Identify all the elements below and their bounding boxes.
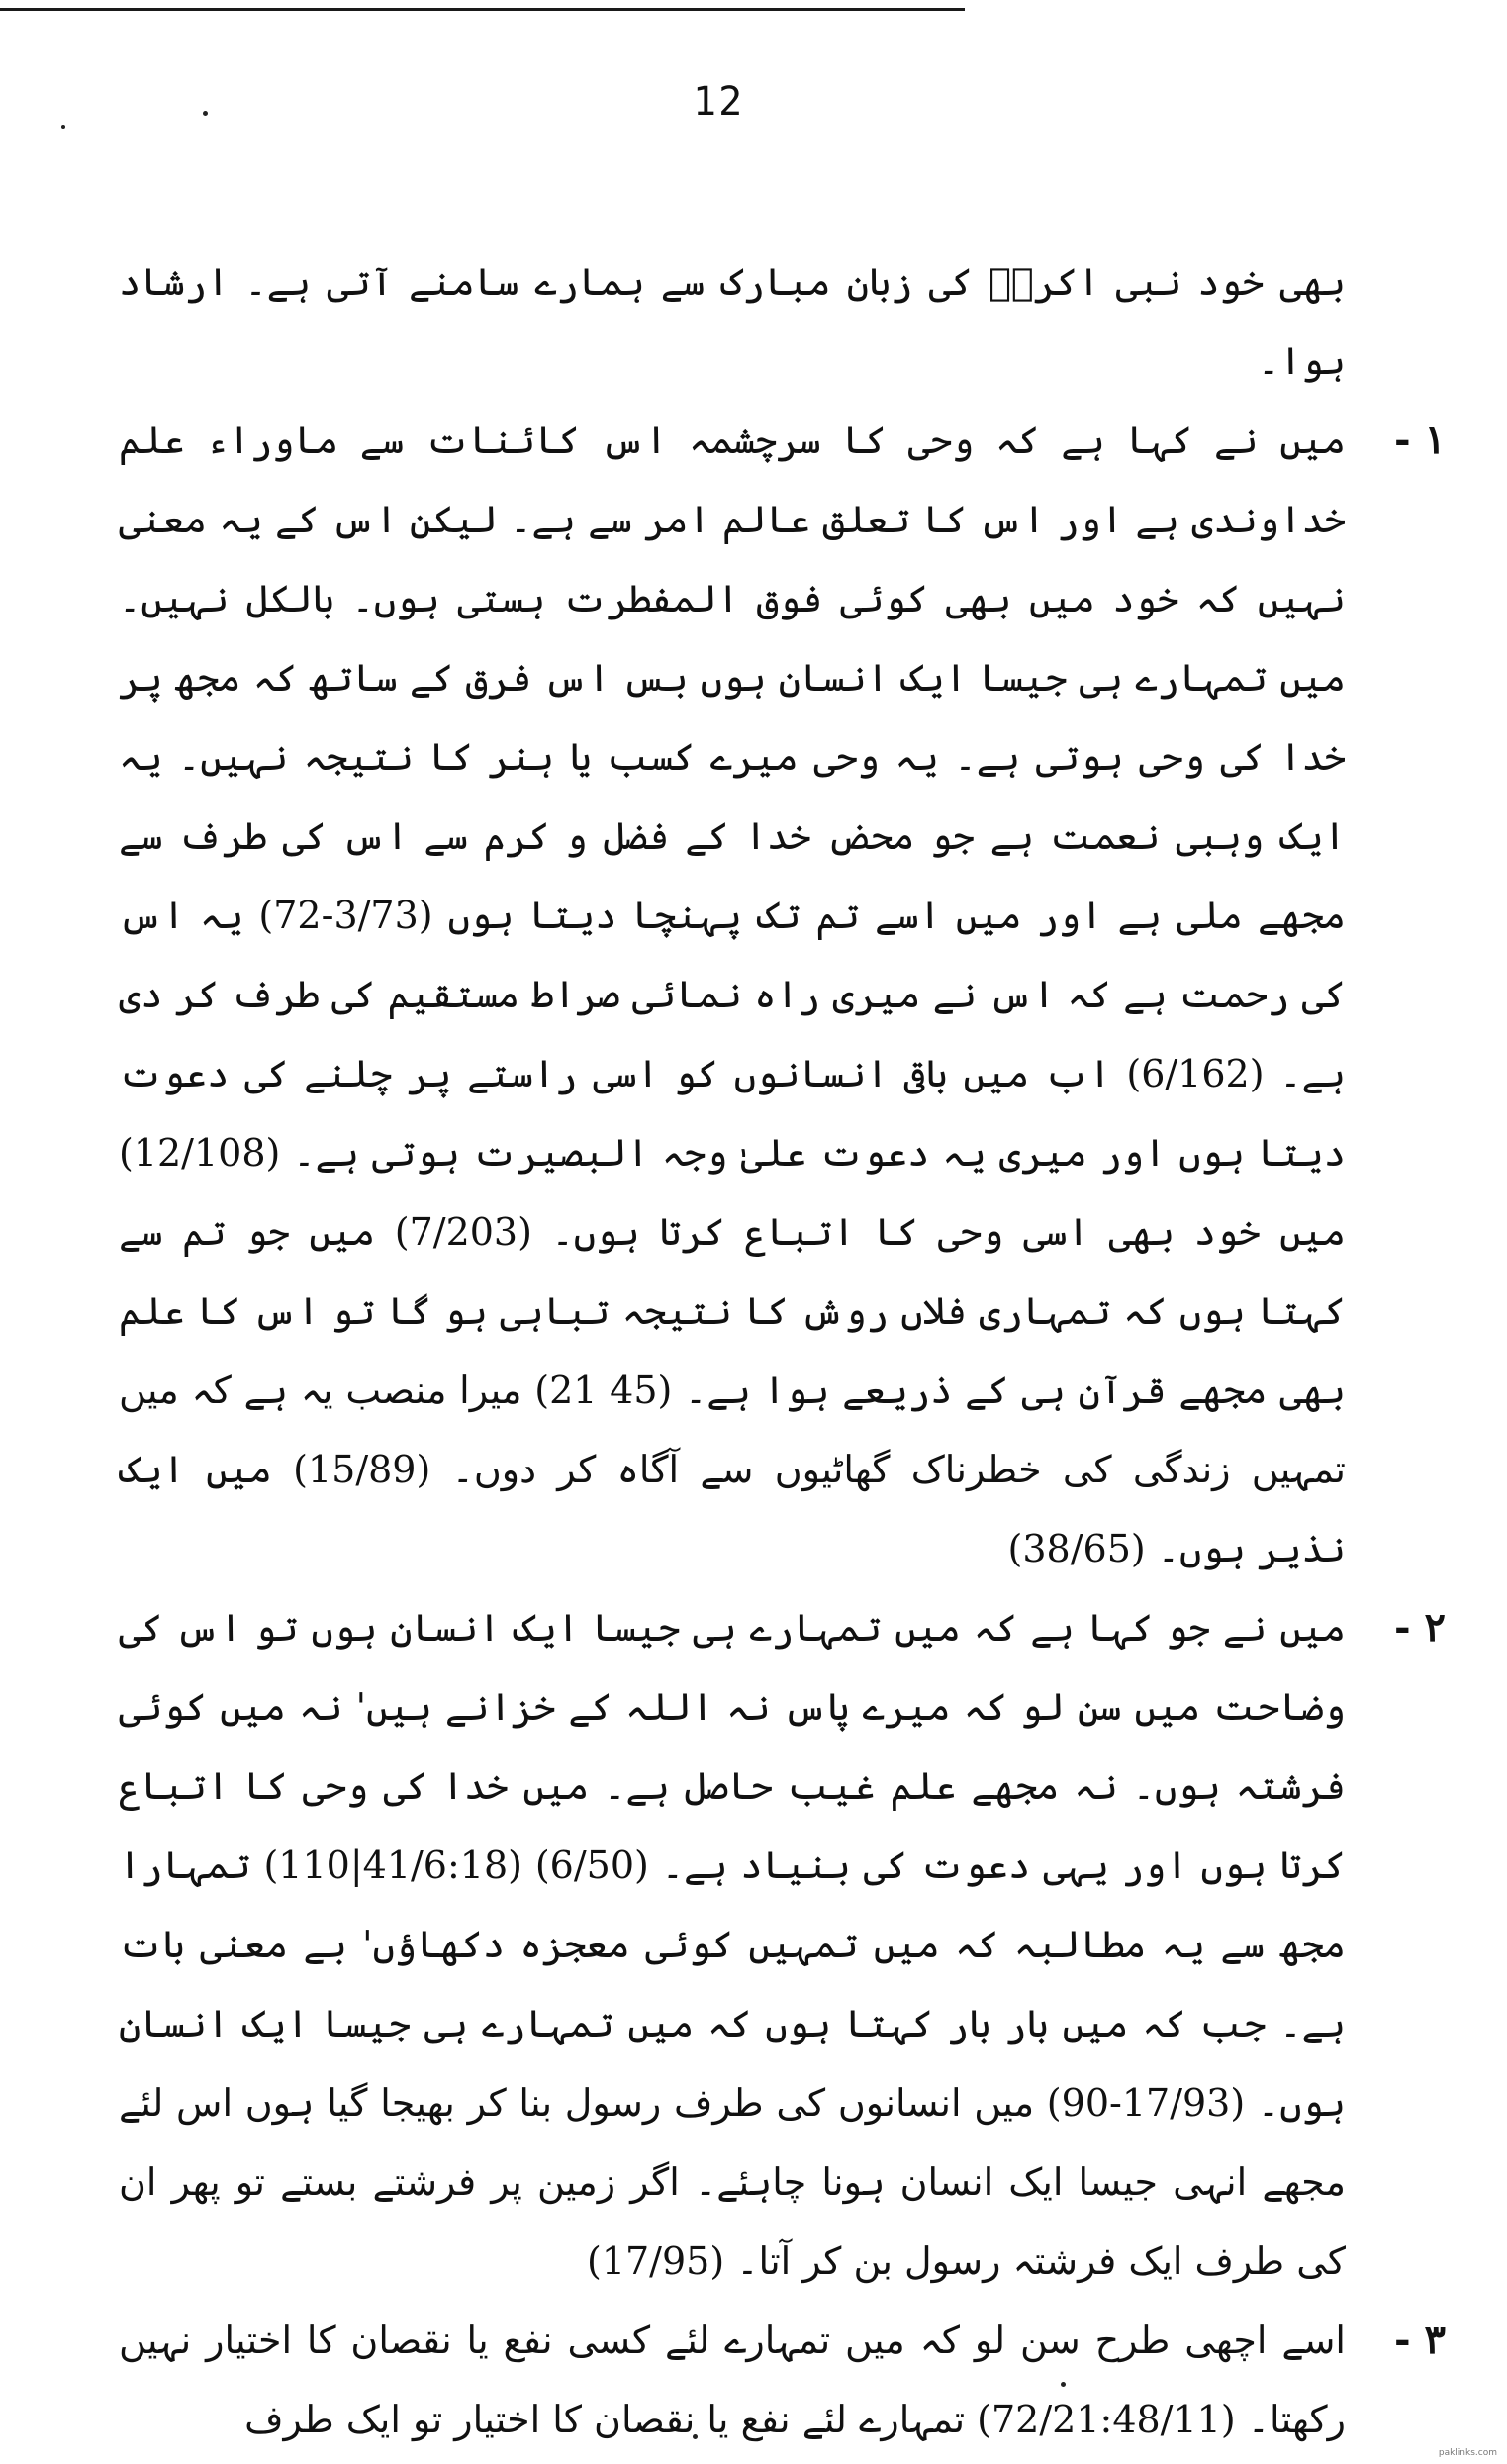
numbered-item <box>119 401 1446 1588</box>
item-paragraph: میں نے کہا ہے کہ وحی کا سرچشمہ اس کائنات سے ماوراء علم خداوندی ہے اور اس کا تعلق عالم امر سے ہے۔ لیکن اس کے یہ معنی نہیں کہ خود میں بھی کوئی فوق المفطرت ہستی ہوں۔ بالکل نہیں۔ میں تمہارے ہی جیسا ایک انسان ہوں بس اس فرق کے ساتھ کہ مجھ پر خدا کی وحی ہوتی ہے۔ یہ وحی میرے کسب یا ہنر کا نتیجہ نہیں۔ یہ ایک وہبی نعمت ہے جو محض خدا کے فضل و کرم سے اس کی طرف سے مجھے ملی ہے اور میں اسے تم تک پہنچا دیتا ہوں (3/73-72) یہ اس کی رحمت ہے کہ اس نے میری راہ نمائی صراط مستقیم کی طرف کر دی ہے۔ (6/162) اب میں باقی انسانوں کو اسی راستے پر چلنے کی دعوت دیتا ہوں اور میری یہ دعوت علیٰ وجہ البصیرت ہوتی ہے۔ (12/108) میں خود بھی اسی وحی کا اتباع کرتا ہوں۔ (7/203) میں جو تم سے کہتا ہوں کہ تمہاری فلاں روش کا نتیجہ تباہی ہو گا تو اس کا علم بھی مجھے قرآن ہی کے ذریعے ہوا ہے۔ (45 21) میرا منصب یہ ہے کہ میں تمہیں زندگی کی خطرناک گھاٹیوں سے آگاہ کر دوں۔ (15/89) میں ایک نذیر ہوں۔ (38/65) <box>119 419 1347 1570</box>
item-paragraph: میں نے جو کہا ہے کہ میں تمہارے ہی جیسا ایک انسان ہوں تو اس کی وضاحت میں سن لو کہ میرے پاس نہ اللہ کے خزانے ہیں' نہ میں کوئی فرشتہ ہوں۔ نہ مجھے علم غیب حاصل ہے۔ میں خدا کی وحی کا اتباع کرتا ہوں اور یہی دعوت کی بنیاد ہے۔ (6/50) (41/6:18|110) تمہارا مجھ سے یہ مطالبہ کہ میں تمہیں کوئی معجزہ دکھاؤں' بے معنی بات ہے۔ جب کہ میں بار بار کہتا ہوں کہ میں تمہارے ہی جیسا ایک انسان ہوں۔ (17/93-90) میں انسانوں کی طرف رسول بنا کر بھیجا گیا ہوں اس لئے مجھے انہی جیسا ایک انسان ہونا چاہئے۔ اگر زمین پر فرشتے بستے تو پھر ان کی طرف ایک فرشتہ رسول بن کر آتا۔ (17/95) <box>119 1606 1346 2283</box>
item-number: ۳ - <box>1393 2317 1446 2363</box>
document-body <box>119 242 1446 2459</box>
scan-speck <box>203 111 208 116</box>
intro-paragraph: بھی خود نبی اکرمؐ کی زبان مبارک سے ہمارے سامنے آتی ہے۔ ارشاد ہوا۔ <box>119 260 1346 383</box>
item-number: ۱ - <box>1393 417 1446 463</box>
top-rule <box>0 8 965 11</box>
scan-speck <box>61 125 65 129</box>
numbered-item <box>119 1588 1446 2301</box>
item-paragraph: اسے اچھی طرح سن لو کہ میں تمہارے لئے کسی نفع یا نقصان کا اختیار نہیں رکھتا۔ (72/21:48/11) تمہارے لئے نفع یا نقصان کا اختیار تو ایک طرف <box>119 2319 1346 2441</box>
watermark-text: paklinks.com <box>1438 2448 1497 2458</box>
item-number: ۲ - <box>1393 1604 1446 1651</box>
numbered-item <box>119 2301 1446 2459</box>
page-number: 12 <box>693 79 745 125</box>
